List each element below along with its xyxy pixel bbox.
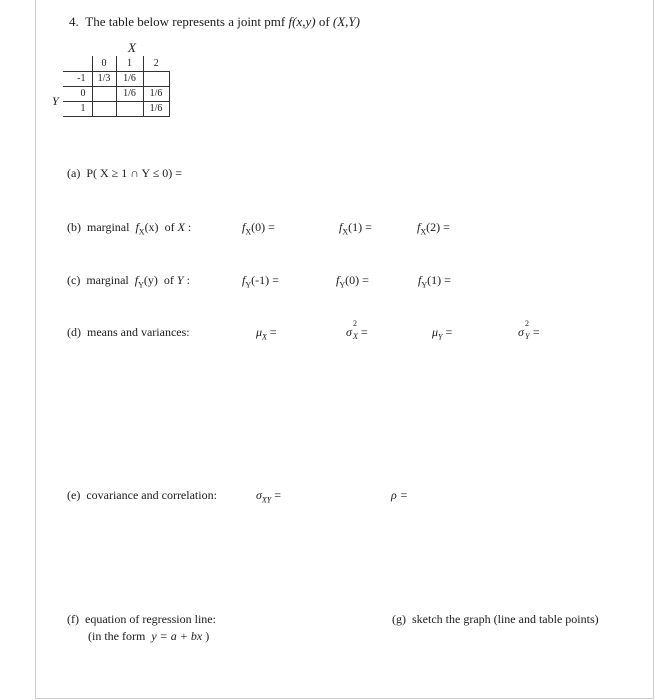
- table-y-value: -1: [63, 71, 92, 86]
- table-cell: 1/6: [116, 71, 143, 86]
- table-cell: 1/6: [116, 86, 143, 101]
- table-cell: [116, 101, 143, 116]
- answer-fy-0: $f_Y(0)$ =: [336, 273, 369, 290]
- table-row: [63, 86, 169, 101]
- table-row: [63, 101, 169, 116]
- answer-fx-2: $f_X(2)$ =: [417, 220, 450, 237]
- joint-pmf-table: [63, 56, 170, 117]
- part-d: (d) means and variances:: [67, 325, 190, 339]
- table-x-label: X: [128, 40, 136, 55]
- table-corner: [63, 56, 92, 71]
- answer-fx-0: $f_X(0)$ =: [242, 220, 275, 237]
- table-x-value: 2: [143, 56, 169, 71]
- table-y-value: 1: [63, 101, 92, 116]
- answer-var-y: σ 2 Y =: [518, 319, 540, 341]
- table-x-value: 0: [92, 56, 116, 71]
- part-c: (c) marginal $f_Y(y)$ of Y :: [67, 273, 190, 290]
- table-cell: [92, 101, 116, 116]
- part-g: (g) sketch the graph (line and table points): [392, 612, 599, 626]
- answer-mu-x: $\mu_X$ =: [256, 325, 277, 342]
- part-f: (f) equation of regression line:: [67, 612, 216, 626]
- table-y-value: 0: [63, 86, 92, 101]
- table-header-row: [63, 56, 169, 71]
- table-y-label: Y: [52, 94, 59, 108]
- answer-var-x: σ 2 X =: [346, 319, 368, 341]
- part-f-form: (in the form y = a + bx ): [88, 629, 210, 643]
- table-cell: [92, 86, 116, 101]
- table-row: [63, 71, 169, 86]
- answer-rho: ρ =: [391, 488, 408, 502]
- part-e: (e) covariance and correlation:: [67, 488, 217, 502]
- answer-fx-1: $f_X(1)$ =: [339, 220, 372, 237]
- table-cell: 1/6: [143, 101, 169, 116]
- answer-mu-y: $\mu_Y$ =: [432, 325, 453, 342]
- answer-fy-neg1: $f_Y(-1)$ =: [242, 273, 279, 290]
- answer-cov-xy: $\sigma_{XY}$ =: [256, 488, 282, 505]
- table-cell: 1/3: [92, 71, 116, 86]
- part-b: (b) marginal $f_X(x)$ of X :: [67, 220, 192, 237]
- table-x-value: 1: [116, 56, 143, 71]
- problem-title: 4. The table below represents a joint pmf f(x,y) of (X,Y): [69, 14, 360, 29]
- table-cell: [143, 71, 169, 86]
- part-a: (a) P( X ≥ 1 ∩ Y ≤ 0) =: [67, 166, 183, 180]
- answer-fy-1: $f_Y(1)$ =: [418, 273, 451, 290]
- table-cell: 1/6: [143, 86, 169, 101]
